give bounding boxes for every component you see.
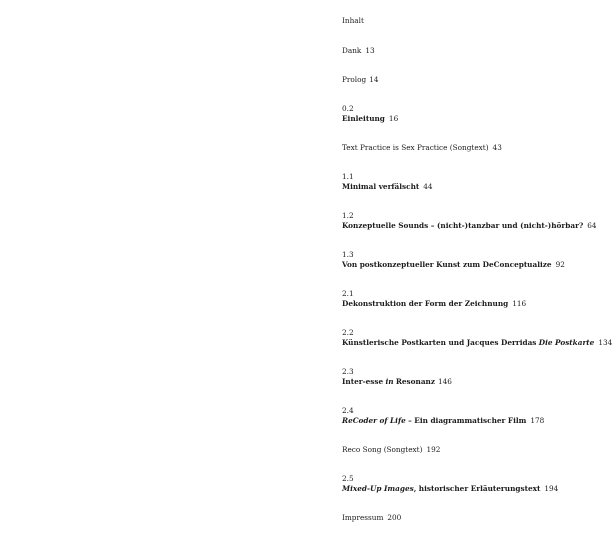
toc-entry-page: 14 (369, 75, 379, 84)
toc-entry-mixed-up-images (342, 474, 592, 494)
toc-entry-title-italic: in (385, 377, 394, 386)
toc-entry-title: Dekonstruktion der Form der Zeichnung (342, 299, 509, 308)
toc-entry-title: Prolog (342, 75, 367, 84)
toc-entry-title: Konzeptuelle Sounds – (nicht-)tanzbar und (nicht-)hörbar? (342, 221, 584, 230)
toc-entry-number: 2.2 (342, 328, 354, 337)
toc-entry-title: Reco Song (Songtext) (342, 445, 423, 454)
toc-entry-title: Resonanz (395, 377, 436, 386)
toc-entry-kuenstlerische-postkarten (342, 328, 612, 348)
toc-entry-page: 64 (587, 221, 597, 230)
toc-entry-dekonstruktion (342, 289, 592, 309)
toc-entry-impressum (342, 513, 592, 523)
toc-entry-title: Impressum (342, 513, 384, 522)
toc-entry-einleitung (342, 104, 592, 124)
toc-entry-title: Von postkonzeptueller Kunst zum DeConceptualize (342, 260, 552, 269)
toc-entry-number: 2.4 (342, 406, 354, 415)
toc-entry-recoder-of-life (342, 406, 592, 426)
toc-entry-title: Dank (342, 46, 362, 55)
toc-entry-number: 1.1 (342, 172, 354, 181)
toc-entry-title: Inter-esse (342, 377, 384, 386)
toc-entry-number: 0.2 (342, 104, 354, 113)
toc-entry-konzeptuelle-sounds (342, 211, 597, 231)
toc-entry-page: 178 (530, 416, 545, 425)
toc-entry-postkonzeptueller-kunst (342, 250, 592, 270)
toc-entry-page: 43 (492, 143, 502, 152)
toc-entry-page: 16 (388, 114, 399, 123)
toc-entry-title: Künstlerische Postkarten und Jacques Derridas (342, 338, 537, 347)
toc-entry-page: 92 (555, 260, 565, 269)
toc-entry-page: 192 (426, 445, 441, 454)
toc-entry-number: 2.5 (342, 474, 354, 483)
toc-entry-number: 1.3 (342, 250, 354, 259)
toc-entry-number: 2.1 (342, 289, 354, 298)
toc-entry-title-italic: ReCoder of Life (342, 416, 406, 425)
toc-entry-page: 13 (365, 46, 375, 55)
toc-entry-inter-esse (342, 367, 592, 387)
toc-entry-title: – Ein diagrammatischer Film (408, 416, 527, 425)
toc-entry-title-italic: Die Postkarte (538, 338, 595, 347)
toc-entry-title: Minimal verfälscht (342, 182, 420, 191)
toc-entry-page: 146 (438, 377, 452, 386)
toc-entry-page: 200 (387, 513, 402, 522)
toc-entry-prolog (342, 75, 592, 85)
toc-heading: Inhalt (342, 16, 364, 25)
toc-entry-reco-song (342, 445, 592, 455)
toc-entry-page: 44 (423, 182, 433, 191)
toc-entry-minimal-verfaelscht (342, 172, 592, 192)
toc-entry-title: Einleitung (342, 114, 385, 123)
toc-entry-number: 2.3 (342, 367, 354, 376)
toc-entry-page: 194 (544, 484, 559, 493)
toc-entry-dank (342, 46, 592, 56)
toc-entry-page: 116 (512, 299, 527, 308)
toc-entry-title: Text Practice is Sex Practice (Songtext) (342, 143, 489, 152)
toc-entry-text-practice (342, 143, 592, 153)
table-of-contents (342, 16, 612, 542)
toc-entry-title-italic: Mixed-Up Images (342, 484, 414, 493)
toc-entry-title: , historischer Erläuterungstext (413, 484, 541, 493)
toc-entry-page: 134 (598, 338, 612, 347)
toc-entry-number: 1.2 (342, 211, 354, 220)
